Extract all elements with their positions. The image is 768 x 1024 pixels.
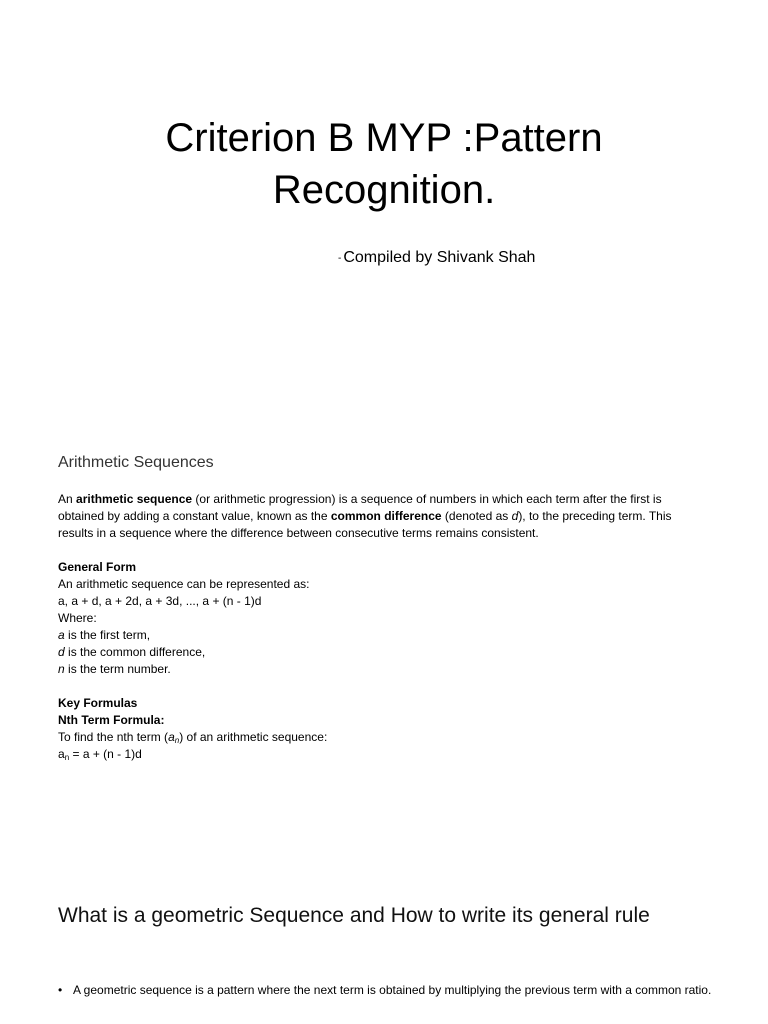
var-a: a: [58, 628, 65, 642]
formula-sub: n: [64, 753, 70, 762]
def-a-text: is the first term,: [64, 628, 151, 642]
def-n-text: is the term number.: [64, 662, 171, 676]
arithmetic-heading: Arithmetic Sequences: [58, 454, 214, 471]
nth-term-formula: [58, 746, 708, 763]
nth-term-heading: [58, 712, 708, 729]
intro-text-1: An: [58, 492, 77, 506]
general-form-line-1: An arithmetic sequence can be represented as:: [58, 577, 310, 591]
page-title: [0, 112, 768, 216]
title-line-1: Criterion B MYP :Pattern: [165, 116, 603, 160]
general-form-line-2: a, a + d, a + 2d, a + 3d, ..., a + (n - 1)d: [58, 594, 262, 608]
intro-bold-common-difference: common difference: [330, 509, 442, 523]
geometric-bullet-list: [58, 982, 718, 999]
key-formulas-heading: [58, 695, 708, 712]
title-line-2: Recognition.: [272, 168, 496, 212]
subtitle-text: Compiled by Shivank Shah: [343, 249, 536, 266]
arithmetic-body: [58, 491, 708, 763]
intro-text-3: (denoted as: [441, 509, 512, 523]
nth-desc-var: a: [168, 730, 175, 744]
formula-var: a: [58, 747, 65, 761]
general-form-heading-text: General Form: [58, 560, 137, 574]
arithmetic-intro: [58, 491, 708, 542]
intro-bold-term: arithmetic sequence: [76, 492, 193, 506]
definition-d: [58, 644, 708, 661]
arithmetic-slide: [0, 432, 768, 864]
def-d-text: is the common difference,: [64, 645, 206, 659]
nth-desc-text-2: ) of an arithmetic sequence:: [179, 730, 328, 744]
nth-term-heading-text: Nth Term Formula:: [58, 713, 165, 727]
var-n: n: [58, 662, 65, 676]
list-item: [58, 982, 718, 999]
author-subtitle: [338, 247, 535, 270]
subtitle-dash: -: [338, 253, 342, 264]
general-form-line-3: Where:: [58, 611, 97, 625]
nth-term-description: [58, 729, 708, 746]
key-formulas-heading-text: Key Formulas: [58, 696, 138, 710]
definition-n: [58, 661, 708, 678]
bullet-icon: •: [58, 983, 63, 997]
title-slide: [0, 0, 768, 432]
intro-text-2: (or arithmetic progression) is a sequence of numbers in which each term after the first is obtained by adding a constant value, known as the: [58, 492, 662, 523]
general-form-heading: [58, 559, 708, 576]
var-d: d: [58, 645, 65, 659]
geometric-slide: [0, 864, 768, 1024]
nth-desc-sub: n: [174, 736, 180, 745]
intro-text-4: ), to the preceding term. This results in a sequence where the difference between consecutive terms remains consistent.: [58, 509, 672, 540]
geometric-heading: What is a geometric Sequence and How to write its general rule: [58, 904, 650, 927]
intro-italic-d: d: [511, 509, 519, 523]
definition-a: [58, 627, 708, 644]
formula-rest: = a + (n - 1)d: [69, 747, 142, 761]
bullet-text: A geometric sequence is a pattern where the next term is obtained by multiplying the previous term with a common ratio.: [73, 983, 712, 997]
nth-desc-text-1: To find the nth term (: [58, 730, 169, 744]
